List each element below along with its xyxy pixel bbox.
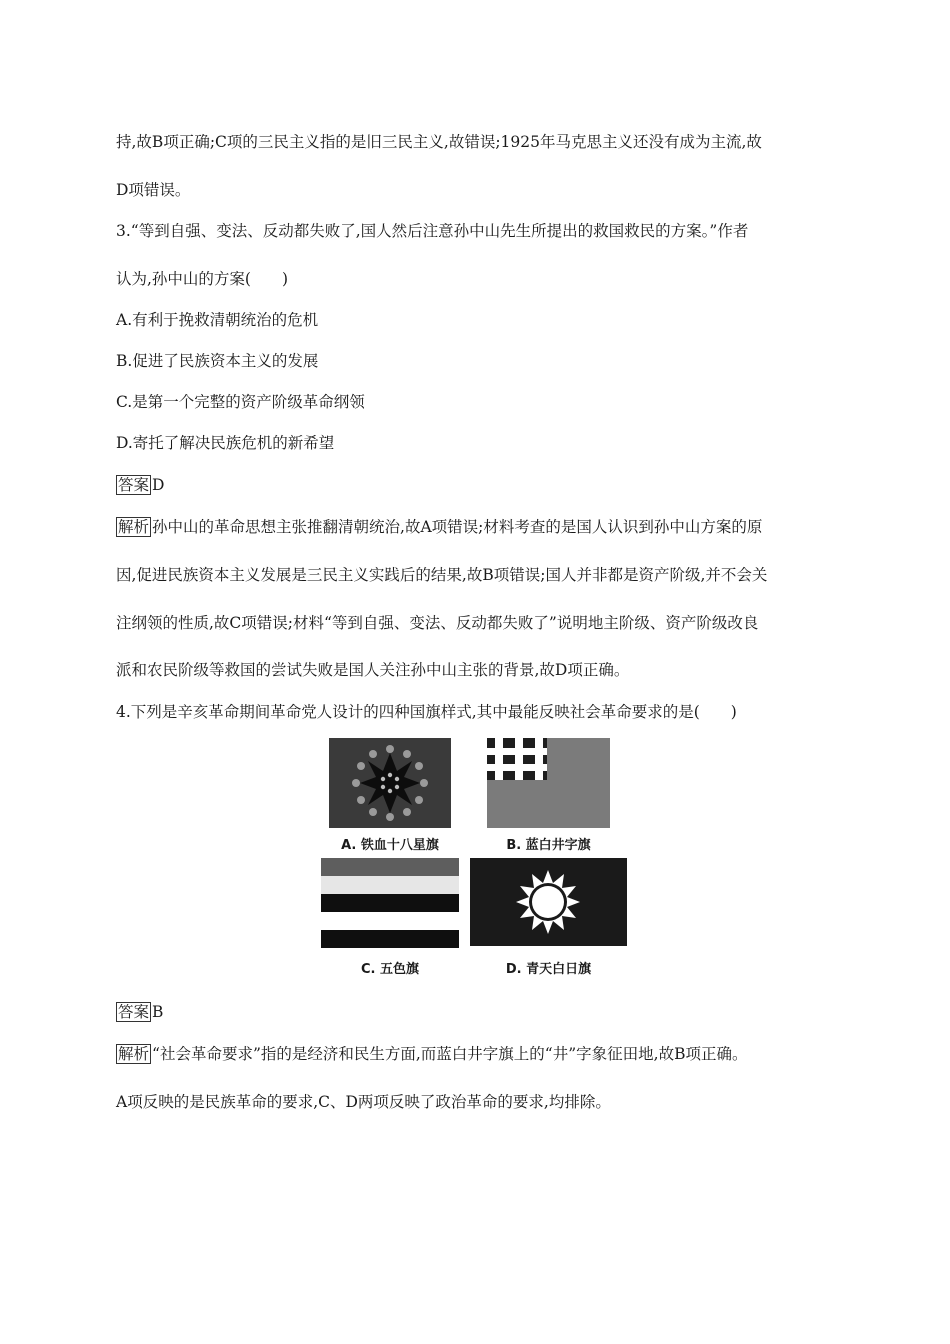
flag-d-image bbox=[470, 858, 627, 946]
q3-answer bbox=[116, 475, 164, 495]
q4-stem: 4.下列是辛亥革命期间革命党人设计的四种国旗样式,其中最能反映社会革命要求的是( ) bbox=[116, 703, 737, 721]
flag-a-image bbox=[329, 738, 451, 828]
q4-answer bbox=[116, 1002, 163, 1022]
q4-analysis-text-1: “社会革命要求”指的是经济和民生方面,而蓝白井字旗上的“井”字象征田地,故B项正确。 bbox=[152, 1045, 748, 1063]
analysis-label: 解析 bbox=[118, 1045, 150, 1063]
q3-analysis-line-3: 注纲领的性质,故C项错误;材料“等到自强、变法、反动都失败了”说明地主阶级、资产阶级改良 bbox=[116, 614, 759, 632]
flag-c-caption: C. 五色旗 bbox=[360, 962, 419, 977]
q4-analysis-line-2: A项反映的是民族革命的要求,C、D两项反映了政治革命的要求,均排除。 bbox=[116, 1093, 611, 1111]
q4-analysis-line-1 bbox=[116, 1044, 747, 1064]
flag-c-image bbox=[321, 858, 459, 948]
analysis-label: 解析 bbox=[118, 518, 150, 536]
q3-analysis-line-1 bbox=[116, 517, 762, 537]
q3-analysis-text-1: 孙中山的革命思想主张推翻清朝统治,故A项错误;材料考查的是国人认识到孙中山方案的原 bbox=[152, 518, 763, 536]
q3-option-a: A.有利于挽救清朝统治的危机 bbox=[116, 311, 319, 329]
answer-label: 答案 bbox=[118, 1003, 150, 1021]
flags-figure bbox=[318, 736, 632, 976]
flag-d-caption: D. 青天白日旗 bbox=[505, 962, 592, 977]
q3-option-d: D.寄托了解决民族危机的新希望 bbox=[116, 434, 335, 452]
q3-stem-line-2: 认为,孙中山的方案( ) bbox=[116, 270, 289, 288]
q3-stem-line-1: 3.“等到自强、变法、反动都失败了,国人然后注意孙中山先生所提出的救国救民的方案。”作者 bbox=[116, 222, 749, 240]
flag-b-image bbox=[487, 738, 610, 828]
flag-b-caption: B. 蓝白井字旗 bbox=[506, 838, 591, 853]
q3-option-c: C.是第一个完整的资产阶级革命纲领 bbox=[116, 393, 365, 411]
q4-answer-value: B bbox=[152, 1003, 164, 1021]
prev-analysis-line-2: D项错误。 bbox=[116, 181, 191, 199]
q3-answer-value: D bbox=[152, 476, 165, 494]
flag-a-caption: A. 铁血十八星旗 bbox=[341, 838, 439, 853]
q3-analysis-line-4: 派和农民阶级等救国的尝试失败是国人关注孙中山主张的背景,故D项正确。 bbox=[116, 661, 630, 679]
answer-label: 答案 bbox=[118, 476, 150, 494]
q3-analysis-line-2: 因,促进民族资本主义发展是三民主义实践后的结果,故B项错误;国人并非都是资产阶级,并不会关 bbox=[116, 566, 768, 584]
prev-analysis-line-1: 持,故B项正确;C项的三民主义指的是旧三民主义,故错误;1925年马克思主义还没有成为主流,故 bbox=[116, 133, 762, 151]
q3-option-b: B.促进了民族资本主义的发展 bbox=[116, 352, 319, 370]
